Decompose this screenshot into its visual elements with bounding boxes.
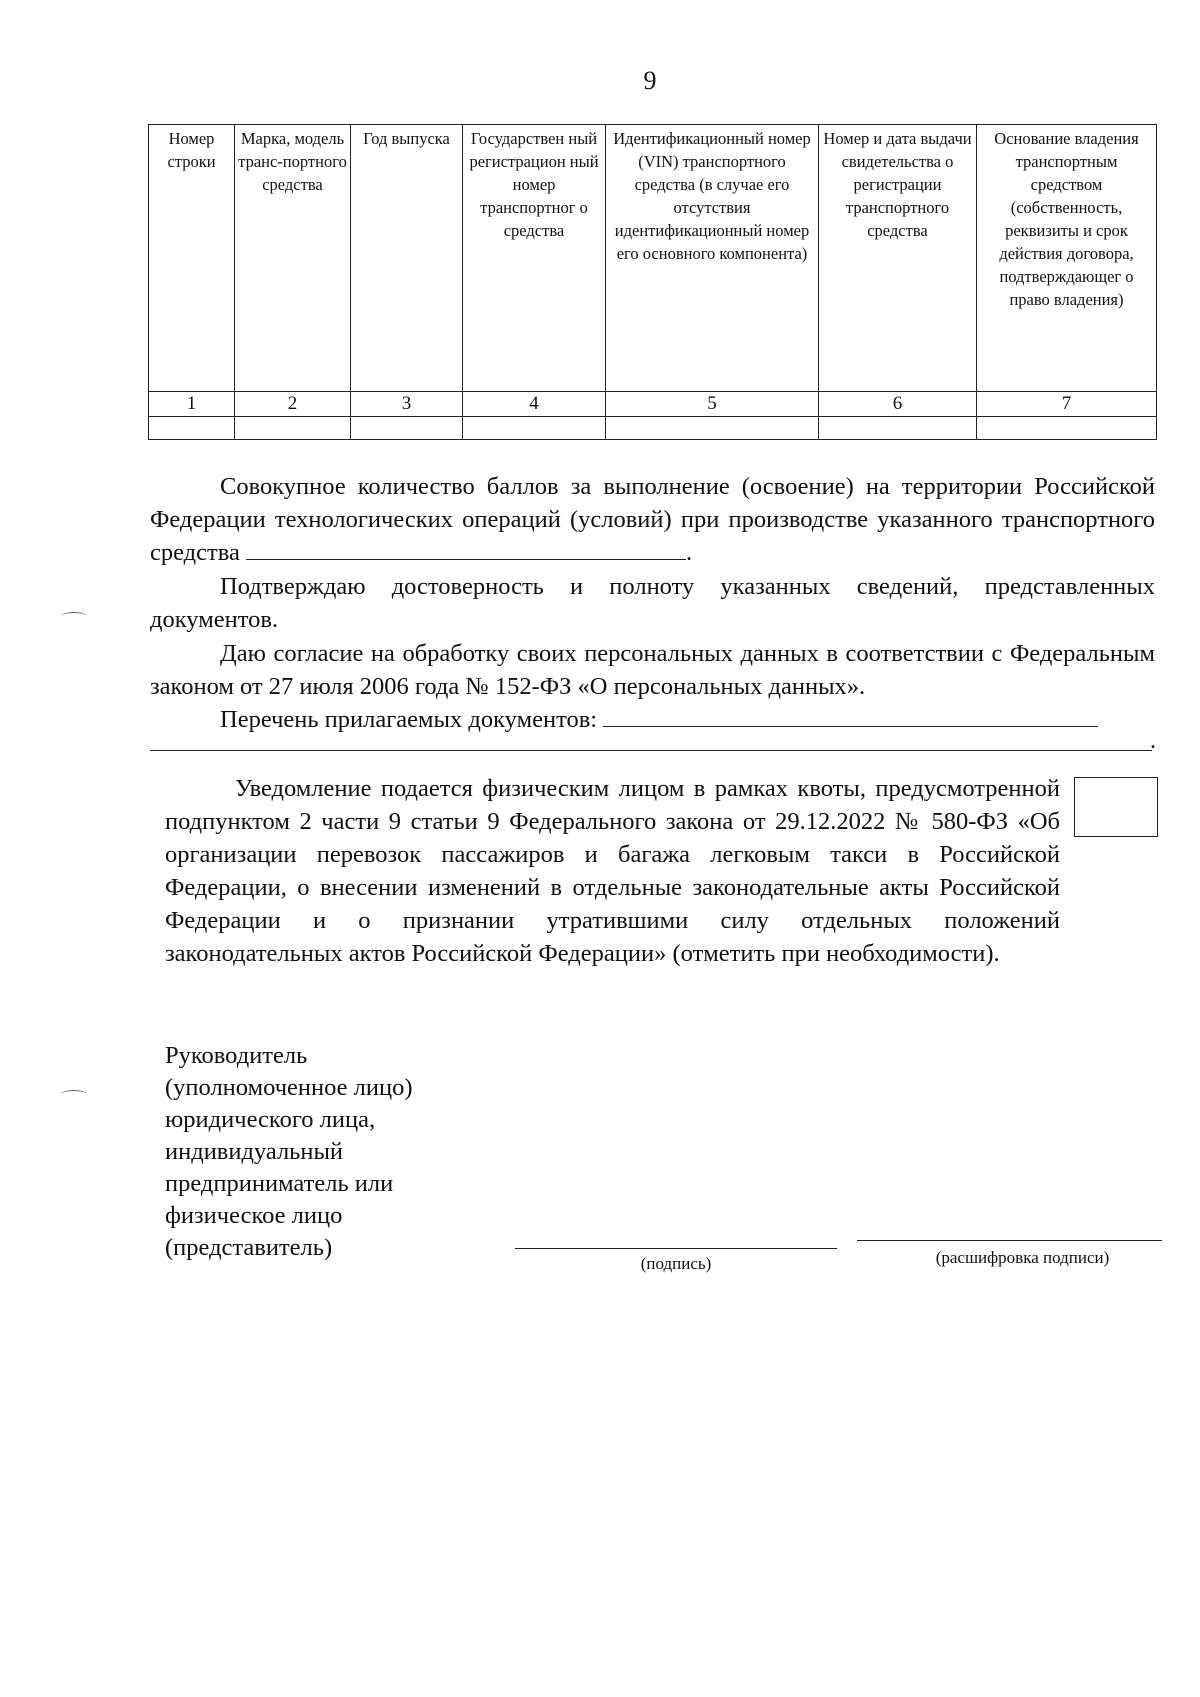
header-row-number: Номер строки [149, 125, 235, 392]
table-cell[interactable] [819, 417, 977, 440]
quota-notice-checkbox[interactable] [1074, 777, 1158, 837]
table-cell[interactable] [977, 417, 1157, 440]
quota-notice: Уведомление подается физическим лицом в рамках квоты, предусмотренной подпунктом 2 части 9 статьи 9 Федерального закона от 29.12.2022 № 580-ФЗ «Об организации перевозок пассажиров и багажа легковым такси в Российской Федерации, о внесении изменений в отдельные законодательные акты Российской Федерации и о признании утратившими силу отдельных положений законодательных актов Российской Федерации» (отметить при необходимости). [165, 775, 1060, 967]
signature-caption: (подпись) [640, 1254, 712, 1273]
header-ownership-basis: Основание владения транспортным средством (собственность, реквизиты и срок действия договора, подтверждающег о право владения) [977, 125, 1157, 392]
attachments-label: Перечень прилагаемых документов: [220, 706, 598, 733]
signature-field[interactable] [515, 1248, 837, 1249]
signer-line: предприниматель или [165, 1170, 394, 1197]
table-cell[interactable] [149, 417, 235, 440]
attachments-paragraph [150, 703, 1155, 736]
table-cell[interactable] [606, 417, 819, 440]
signer-block [165, 1040, 485, 1264]
consent-paragraph: Даю согласие на обработку своих персональных данных в соответствии с Федеральным законом от 27 июля 2006 года № 152-ФЗ «О персональных данных». [150, 640, 1155, 700]
points-total-field[interactable] [246, 537, 686, 560]
signer-line: индивидуальный [165, 1138, 344, 1165]
column-number: 1 [149, 392, 235, 417]
signer-line: физическое лицо [165, 1202, 343, 1229]
column-number: 7 [977, 392, 1157, 417]
header-make-model: Марка, модель транс-портного средства [235, 125, 351, 392]
table-cell[interactable] [235, 417, 351, 440]
table-row [149, 417, 1157, 440]
table-header-row [149, 125, 1157, 392]
signer-line: (уполномоченное лицо) [165, 1074, 413, 1101]
margin-mark [61, 612, 87, 621]
signer-line: Руководитель [165, 1042, 308, 1069]
column-number: 3 [351, 392, 463, 417]
vehicle-table [148, 124, 1157, 440]
attachments-field[interactable] [603, 704, 1098, 727]
table-cell[interactable] [463, 417, 606, 440]
column-number: 2 [235, 392, 351, 417]
column-number: 5 [606, 392, 819, 417]
header-registration-number: Государствен ный регистрацион ный номер транспортног о средства [463, 125, 606, 392]
attachments-field-line-2[interactable] [150, 750, 1152, 751]
confirm-paragraph: Подтверждаю достоверность и полноту указанных сведений, представленных документов. [150, 573, 1155, 633]
margin-mark [61, 1090, 87, 1099]
signature-decoding-caption: (расшифровка подписи) [935, 1248, 1110, 1267]
header-registration-certificate: Номер и дата выдачи свидетельства о регистрации транспортного средства [819, 125, 977, 392]
column-number: 6 [819, 392, 977, 417]
header-vin: Идентификационный номер (VIN) транспортного средства (в случае его отсутствия идентификационный номер его основного компонента) [606, 125, 819, 392]
signature-decoding-field[interactable] [857, 1240, 1162, 1241]
signer-line: (представитель) [165, 1234, 333, 1261]
table-cell[interactable] [351, 417, 463, 440]
points-total-text: Совокупное количество баллов за выполнение (освоение) на территории Российской Федерации технологических операций (условий) при производстве указанного транспортного средства [150, 473, 1155, 566]
attachments-end-dot: . [1150, 728, 1156, 754]
column-number: 4 [463, 392, 606, 417]
points-total-paragraph: Совокупное количество баллов за выполнение (освоение) на территории Российской Федерации технологических операций (условий) при производстве указанного транспортного средства . [150, 473, 1155, 566]
table-column-numbers [149, 392, 1157, 417]
header-year: Год выпуска [351, 125, 463, 392]
signer-line: юридического лица, [165, 1106, 376, 1133]
page-number: 9 [643, 66, 657, 95]
